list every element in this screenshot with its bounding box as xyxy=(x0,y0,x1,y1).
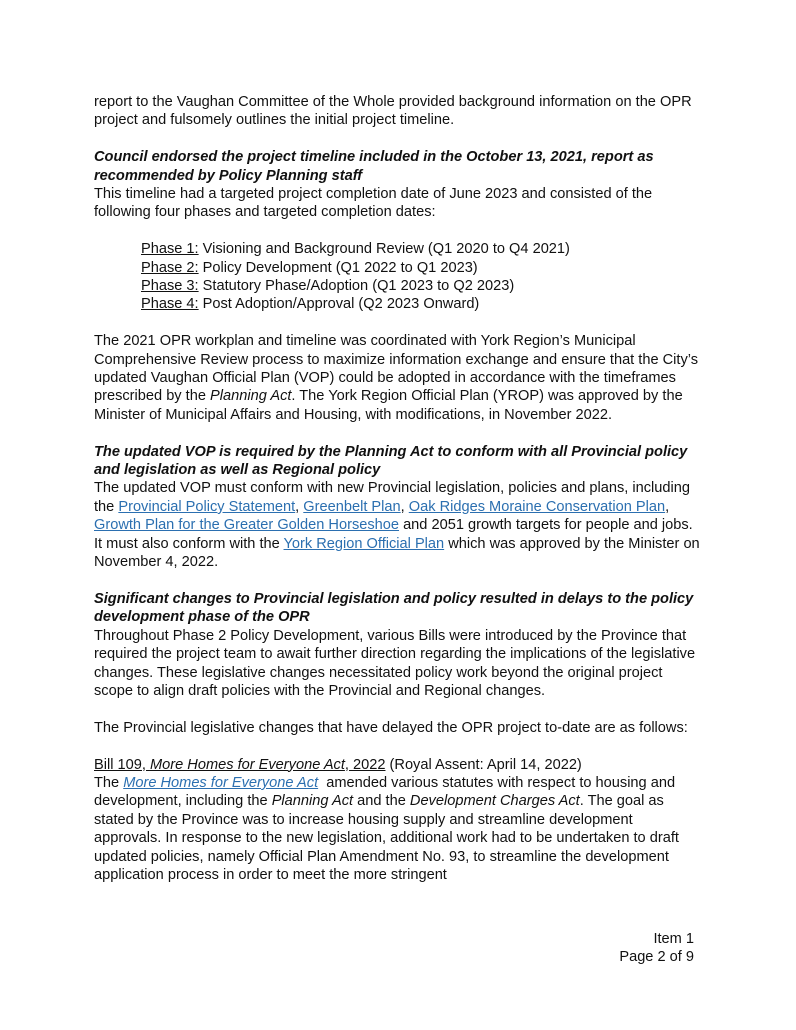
item-number: Item 1 xyxy=(653,931,694,947)
italic-run: Development Charges Act xyxy=(409,793,580,810)
intro-paragraph: report to the Vaughan Committee of the Whole provided background information on the OPR project and fulsomely outlines the initial project timeline. xyxy=(94,94,692,129)
text-run: and 2051 growth targets for people and jobs. It must also conform with the xyxy=(94,517,693,552)
phase-label: Phase 2: xyxy=(141,259,199,276)
text-run: which was approved by the Minister on November 4, 2022. xyxy=(94,535,700,571)
page-number: Page 2 of 9 xyxy=(619,949,694,966)
phase-list xyxy=(94,240,704,314)
bill-109-paragraph xyxy=(94,774,704,884)
phase-text: Policy Development (Q1 2022 to Q1 2023) xyxy=(198,259,478,276)
italic-run: Planning Act xyxy=(271,793,354,810)
link-more-homes-for-everyone-act[interactable]: More Homes for Everyone Act xyxy=(123,774,319,791)
text-run: and the xyxy=(353,793,410,810)
italic-run: Planning Act xyxy=(210,388,292,405)
phase-item xyxy=(141,240,704,258)
bill-title-underlined xyxy=(94,757,385,773)
section-heading-delays: Significant changes to Provincial legislation and policy resulted in delays to the policy development phase of the OPR xyxy=(94,590,694,626)
phase-item xyxy=(141,295,704,313)
text-run: . The goal as stated by the Province was to increase housing supply and streamline development approvals. In response to the new legislation, additional work had to be undertaken to draft updated policies, namely Official Plan Amendment No. 93, to streamline the development application process in order to meet the more stringent xyxy=(94,793,679,883)
text-run: . The York Region Official Plan (YROP) was approved by the Minister of Municipal Affairs and Housing, with modifications, in November 2022. xyxy=(94,388,683,423)
phase-item xyxy=(141,277,704,295)
link-greenbelt-plan[interactable]: Greenbelt Plan xyxy=(303,498,401,515)
document-page xyxy=(94,93,704,884)
link-growth-plan[interactable]: Growth Plan for the Greater Golden Horseshoe xyxy=(94,517,400,534)
link-oak-ridges-moraine-plan[interactable]: Oak Ridges Moraine Conservation Plan xyxy=(408,498,666,515)
phase-text: Post Adoption/Approval (Q2 2023 Onward) xyxy=(198,296,480,313)
royal-assent-text: (Royal Assent: April 14, 2022) xyxy=(385,756,582,773)
text-run: , xyxy=(295,498,304,515)
conformity-paragraph xyxy=(94,479,704,571)
phase-label: Phase 1: xyxy=(141,241,199,258)
text-run: , xyxy=(665,498,670,515)
text-run: The updated VOP must conform with new Provincial legislation, policies and plans, including the xyxy=(94,480,690,515)
phase-text: Visioning and Background Review (Q1 2020 to Q4 2021) xyxy=(198,241,570,258)
text-run: amended various statutes with respect to housing and development, including the xyxy=(94,774,680,810)
section-heading-timeline: Council endorsed the project timeline included in the October 13, 2021, report as recommended by Policy Planning staff xyxy=(94,149,654,184)
page-footer xyxy=(619,930,694,967)
phase-item xyxy=(141,259,704,277)
bill-109-title xyxy=(94,756,704,774)
section-heading-conformity: The updated VOP is required by the Planning Act to conform with all Provincial policy and legislation as well as Regional policy xyxy=(94,443,688,479)
phase-label: Phase 4: xyxy=(141,296,199,313)
timeline-paragraph: This timeline had a targeted project completion date of June 2023 and consisted of the following four phases and targeted completion dates: xyxy=(94,186,653,221)
link-provincial-policy-statement[interactable]: Provincial Policy Statement xyxy=(118,498,296,515)
phase-text: Statutory Phase/Adoption (Q1 2023 to Q2 2023) xyxy=(198,278,515,295)
link-york-region-official-plan[interactable]: York Region Official Plan xyxy=(283,535,445,552)
text-run: Bill 109, xyxy=(94,756,150,773)
delays-paragraph: Throughout Phase 2 Policy Development, various Bills were introduced by the Province that required the project team to await further direction regarding the implications of the legislative changes. These legislative changes necessitated policy work beyond the original project scope to align draft policies with the Provincial and Regional changes. xyxy=(94,627,696,699)
text-run: The xyxy=(94,774,124,791)
text-run: , 2022 xyxy=(344,756,386,773)
text-run: , xyxy=(400,498,409,515)
workplan-paragraph xyxy=(94,332,704,424)
italic-run: More Homes for Everyone Act xyxy=(149,756,345,773)
phase-label: Phase 3: xyxy=(141,278,199,295)
text-run: The 2021 OPR workplan and timeline was coordinated with York Region’s Municipal Comprehensive Review process to maximize information exchange and ensure that the City’s updated Vaughan Official Plan (VOP) could be adopted in accordance with the timeframes prescribed by the xyxy=(94,333,699,405)
legislative-changes-intro: The Provincial legislative changes that have delayed the OPR project to-date are as follows: xyxy=(94,719,688,736)
